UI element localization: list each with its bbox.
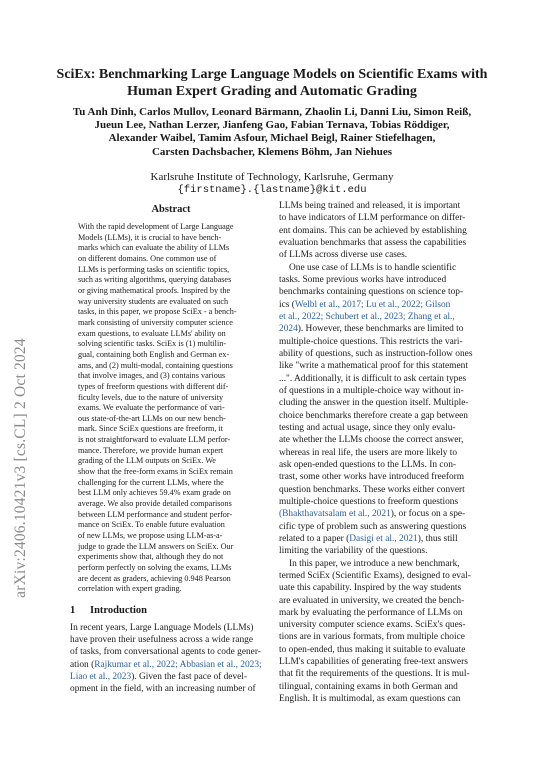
text-line [279, 484, 484, 496]
text-line [279, 311, 484, 323]
text-line [279, 471, 484, 483]
text-line [279, 286, 484, 298]
section-title: Introduction [90, 604, 147, 616]
text-line [279, 434, 484, 446]
section-heading-introduction [70, 605, 272, 616]
abstract-heading: Abstract [151, 204, 191, 215]
text-segment: limiting the variability of the questions. [279, 546, 428, 557]
text-line [279, 323, 484, 335]
abstract-line: experiments show that, although they do not [78, 552, 224, 562]
text-segment: termed SciEx (Scientific Exams), designed to eval- [279, 570, 471, 581]
abstract-line: between LLM performance and student perfor- [78, 509, 233, 519]
abstract-line: mark. Since SciEx questions are freeform, it [78, 424, 224, 434]
introduction-paragraph-left [70, 622, 272, 696]
author-line: Alexander Waibel, Tamim Asfour, Michael Beigl, Rainer Stiefelhagen, [108, 132, 436, 145]
text-line [279, 200, 484, 212]
text-segment: ...". Additionally, it is difficult to ask certain types [279, 373, 467, 384]
text-segment: ). Given the fast pace of devel- [131, 671, 248, 682]
text-segment: testing and actual usage, since they only evalu- [279, 422, 456, 433]
right-column [279, 200, 484, 705]
text-segment: choice benchmarks therefore create a gap between [279, 410, 468, 421]
text-segment: question benchmarks. These works either convert [279, 484, 465, 495]
text-line [70, 659, 272, 671]
text-segment: are evaluated in university, we created the bench- [279, 595, 465, 606]
text-segment: tasks. Some previous works have introduced [279, 274, 447, 285]
citation-link[interactable]: Welbl et al., 2017; Lu et al., 2022; Gilson [294, 299, 451, 310]
text-segment: ation ( [70, 659, 95, 670]
text-line [279, 397, 484, 409]
text-line [279, 668, 484, 680]
text-line [279, 681, 484, 693]
text-line [279, 533, 484, 545]
abstract-line: best LLM only achieves 59.4% exam grade on [78, 488, 231, 498]
text-line [279, 212, 484, 224]
text-line [279, 545, 484, 557]
text-line [70, 646, 272, 658]
text-line [279, 299, 484, 311]
author-list [40, 106, 504, 159]
abstract-line: solving scientific tasks. SciEx is (1) multilin- [78, 339, 227, 349]
section-number: 1 [70, 604, 76, 616]
abstract-body [78, 222, 264, 595]
text-segment: ics ( [279, 299, 295, 310]
abstract-line: grading of the LLM outputs on SciEx. We [78, 456, 216, 466]
text-line [70, 622, 272, 634]
text-line [279, 631, 484, 643]
text-segment: of tasks, from conversational agents to code gener- [70, 647, 261, 658]
abstract-line: mark consisting of university computer science [78, 317, 233, 327]
abstract-line: are decent as graders, achieving 0.948 Pearson [78, 573, 231, 583]
abstract-line: types of freeform questions with different dif- [78, 381, 229, 391]
text-segment: benchmarks containing questions on science top- [279, 287, 464, 298]
text-line [279, 237, 484, 249]
text-segment: ate whether the LLMs choose the correct answer, [279, 435, 464, 446]
text-segment: of questions in a multiple-choice way without in- [279, 385, 464, 396]
text-line [279, 508, 484, 520]
text-line [279, 644, 484, 656]
text-line [279, 447, 484, 459]
text-line [279, 348, 484, 360]
text-line [279, 385, 484, 397]
text-segment: multiple-choice questions to freeform questions [279, 496, 459, 507]
text-line [279, 656, 484, 668]
citation-link[interactable]: 2024 [279, 324, 298, 335]
title-line: SciEx: Benchmarking Large Language Models on Scientific Exams with [56, 67, 488, 82]
text-line [279, 558, 484, 570]
text-segment: multiple-choice questions. This restricts the vari- [279, 336, 463, 347]
text-segment: whereas in real life, the users are more likely to [279, 447, 458, 458]
text-segment: to have indicators of LLM performance on differ- [279, 213, 466, 224]
affiliation: Karlsruhe Institute of Technology, Karlsruhe, Germany [150, 171, 394, 183]
text-segment: ( [279, 509, 283, 520]
text-segment: ). However, these benchmarks are limited to [297, 324, 464, 335]
left-column [70, 200, 272, 695]
text-segment: university computer science exams. SciEx's ques- [279, 620, 466, 631]
abstract-line: With the rapid development of Large Language [78, 222, 234, 231]
abstract-line: show that the free-form exams in SciEx remain [78, 467, 233, 477]
text-segment: ask open-ended questions to the LLMs. In con- [279, 459, 457, 470]
text-line [279, 262, 484, 274]
text-segment: One use case of LLMs is to handle scientific [289, 262, 457, 273]
text-segment: to open-ended, thus making it suitable to evaluate [279, 644, 466, 655]
abstract-line: Models (LLMs), it is crucial to have bench- [78, 232, 222, 242]
text-line [279, 249, 484, 261]
text-segment: ent domains. This can be achieved by establishing [279, 225, 467, 236]
abstract-line: marks which can evaluate the ability of LLMs [78, 243, 230, 253]
text-segment: mark by evaluating the performance of LLMs on [279, 607, 463, 618]
text-segment: ability of questions, such as instruction-follow ones [279, 348, 473, 359]
abstract-line: such as writing algorithms, querying databases [78, 275, 232, 285]
abstract-line: exam questions, to evaluate LLMs' ability on [78, 328, 226, 338]
text-line [279, 225, 484, 237]
text-line [279, 360, 484, 372]
introduction-text-right [279, 200, 484, 705]
text-segment: cific type of problem such as answering questions [279, 521, 467, 532]
affiliation-block [40, 171, 504, 197]
abstract-line: way university students are evaluated on such [78, 296, 229, 306]
text-segment: LLM's capabilities of generating free-text answers [279, 657, 468, 668]
abstract-line: tasks, in this paper, we propose SciEx - a bench- [78, 307, 237, 317]
author-line: Tu Anh Dinh, Carlos Mullov, Leonard Bärmann, Zhaolin Li, Danni Liu, Simon Reiß, [72, 106, 472, 118]
paper-title [40, 66, 504, 100]
abstract-line: judge to grade the LLM answers on SciEx. Our [78, 541, 234, 551]
abstract-line: mance. Therefore, we provide human expert [78, 445, 224, 455]
abstract-line: correlation with expert grading. [78, 584, 182, 594]
citation-link[interactable]: Bhakthavatsalam et al., 2021 [282, 509, 391, 520]
text-segment: ), thus still [417, 533, 458, 544]
abstract-line: ous state-of-the-art LLMs on our new bench- [78, 413, 226, 423]
citation-link[interactable]: Liao et al., 2023 [70, 671, 132, 682]
text-line [279, 410, 484, 422]
text-segment: In recent years, Large Language Models (LLMs) [70, 622, 254, 633]
text-line [279, 422, 484, 434]
abstract-line: or giving mathematical proofs. Inspired by the [78, 285, 231, 295]
text-line [70, 634, 272, 646]
text-segment: tilingual, containing exams in both German and [279, 681, 458, 692]
abstract-line: exams. We evaluate the performance of vari- [78, 403, 225, 413]
text-segment: opment in the field, with an increasing number of [70, 684, 256, 695]
abstract-line: average. We also provide detailed comparisons [78, 499, 232, 509]
abstract-line: challenging for the current LLMs, where the [78, 477, 224, 487]
text-segment: like "write a mathematical proof for this statement [279, 361, 468, 372]
author-line: Jueun Lee, Nathan Lerzer, Jianfeng Gao, Fabian Ternava, Tobias Röddiger, [94, 119, 450, 132]
text-segment: trast, some other works have introduced freeform [279, 472, 465, 483]
text-line [279, 595, 484, 607]
text-line [279, 521, 484, 533]
abstract-line: mance on SciEx. To enable future evaluation [78, 520, 225, 530]
text-segment: In this paper, we introduce a new benchmark, [289, 558, 460, 569]
text-segment: cluding the answer in the question itself. Multiple- [279, 398, 469, 409]
text-segment: tions are in various formats, from multiple choice [279, 632, 465, 643]
text-line [279, 693, 484, 705]
abstract-line: gual, containing both English and German ex- [78, 349, 230, 359]
text-segment: LLMs being trained and released, it is important [279, 201, 461, 211]
text-line [279, 496, 484, 508]
text-segment: uate this capability. Inspired by the way students [279, 583, 462, 594]
text-line [70, 683, 272, 695]
citation-link[interactable]: et al., 2022; Schubert et al., 2023; Zhang et al., [279, 311, 455, 322]
text-segment: have proven their usefulness across a wide range [70, 635, 254, 646]
abstract-line: ams, and (2) multi-modal, containing questions [78, 360, 233, 370]
text-segment: ), or focus on a spe- [390, 509, 466, 520]
title-line: Human Expert Grading and Automatic Grading [127, 84, 417, 99]
text-segment: related to a paper ( [279, 533, 350, 544]
text-line [279, 570, 484, 582]
text-line [279, 373, 484, 385]
abstract-line: of new LLMs, we propose using LLM-as-a- [78, 531, 223, 541]
text-line [279, 607, 484, 619]
citation-link[interactable]: Rajkumar et al., 2022; Abbasian et al., 2023; [94, 659, 262, 670]
arxiv-identifier-text: arXiv:2406.10421v3 [cs.CL] 2 Oct 2024 [12, 338, 30, 598]
abstract-line: is not straightforward to evaluate LLM perfor- [78, 435, 231, 445]
text-segment: English. It is multimodal, as exam questions can [279, 694, 461, 705]
abstract-line: on different domains. One common use of [78, 253, 217, 263]
citation-link[interactable]: Dasigi et al., 2021 [349, 533, 418, 544]
abstract-line: ficulty levels, due to the nature of university [78, 392, 224, 402]
text-line [279, 274, 484, 286]
abstract-line: perform perfectly on solving the exams, LLMs [78, 563, 232, 572]
text-segment: of LLMs across diverse use cases. [279, 250, 408, 261]
text-segment: evaluation benchmarks that assess the capabilities [279, 237, 467, 248]
text-line [279, 336, 484, 348]
author-email: {firstname}.{lastname}@kit.edu [177, 184, 367, 197]
arxiv-identifier [10, 248, 32, 688]
abstract-line: LLMs is performing tasks on scientific topics, [78, 264, 230, 274]
abstract-line: that involve images, and (3) contains various [78, 371, 226, 381]
text-line [70, 671, 272, 683]
text-segment: that fit the requirements of the questions. It is mul- [279, 669, 470, 680]
text-line [279, 582, 484, 594]
text-line [279, 459, 484, 471]
author-line: Carsten Dachsbacher, Klemens Böhm, Jan Niehues [151, 145, 393, 158]
text-line [279, 619, 484, 631]
